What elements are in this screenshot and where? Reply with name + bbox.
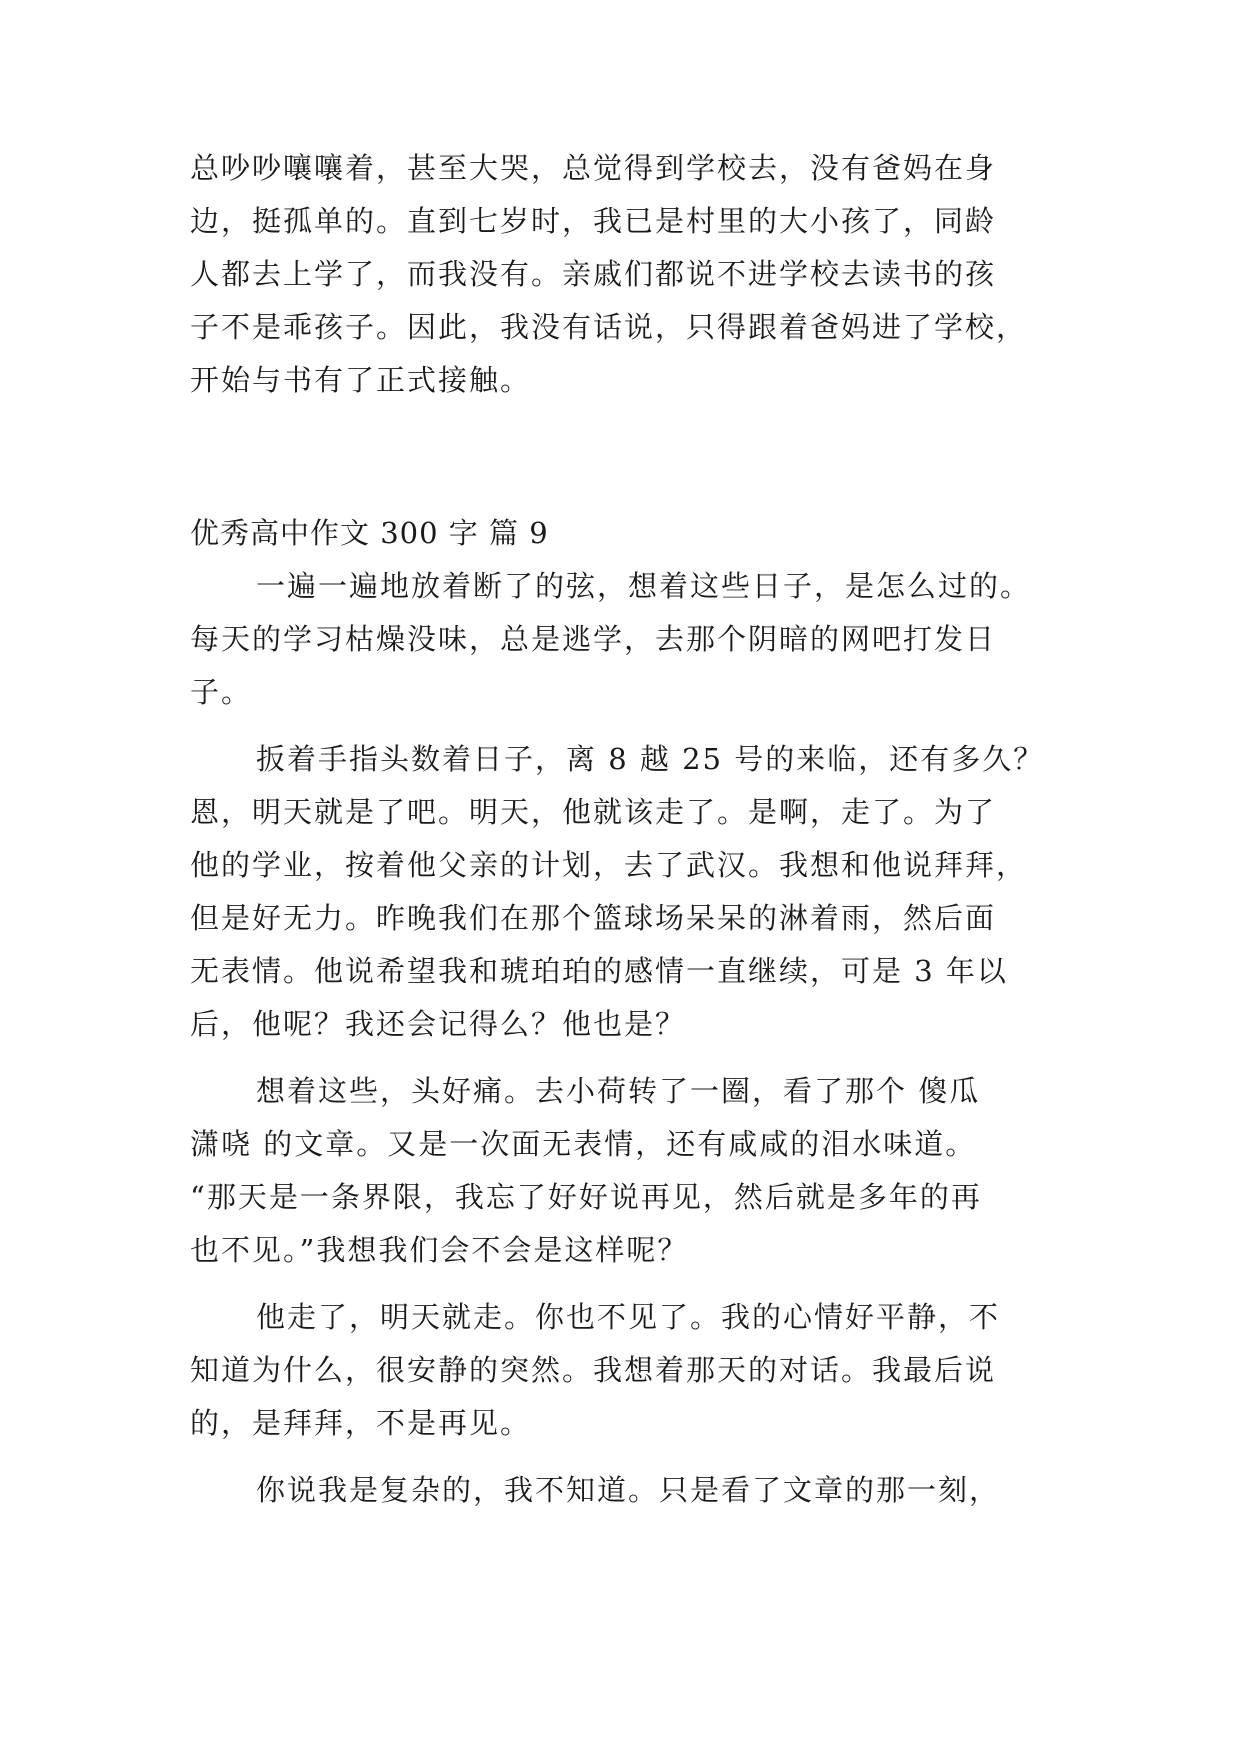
paragraph-line: 无表情。他说希望我和琥珀珀的感情一直继续，可是 3 年以 — [190, 954, 1008, 988]
paragraph-line: 扳着手指头数着日子，离 8 越 25 号的来临，还有多久？ — [256, 742, 1045, 776]
paragraph-line: 总吵吵嚷嚷着，甚至大哭，总觉得到学校去，没有爸妈在身 — [190, 151, 997, 185]
paragraph-line: 你说我是复杂的，我不知道。只是看了文章的那一刻， — [256, 1473, 1001, 1507]
paragraph-line: 边，挺孤单的。直到七岁时，我已是村里的大小孩了，同龄 — [190, 204, 997, 238]
paragraph-line: 子。 — [190, 675, 253, 709]
paragraph-line: 每天的学习枯燥没味，总是逃学，去那个阴暗的网吧打发日 — [190, 622, 997, 656]
paragraph-line: 他走了，明天就走。你也不见了。我的心情好平静，不 — [256, 1300, 1001, 1334]
paragraph-line: “那天是一条界限，我忘了好好说再见，然后就是多年的再 — [190, 1180, 982, 1214]
paragraph-line: 的，是拜拜，不是再见。 — [190, 1406, 532, 1440]
paragraph-line: 但是好无力。昨晚我们在那个篮球场呆呆的淋着雨，然后面 — [190, 901, 997, 935]
paragraph-line: 他的学业，按着他父亲的计划，去了武汉。我想和他说拜拜， — [190, 848, 1028, 882]
paragraph-line: 也不见。”我想我们会不会是这样呢？ — [190, 1233, 689, 1267]
paragraph-line: 后，他呢？我还会记得么？他也是？ — [190, 1007, 687, 1041]
paragraph-line: 人都去上学了，而我没有。亲戚们都说不进学校去读书的孩 — [190, 257, 997, 291]
paragraph-line: 开始与书有了正式接触。 — [190, 363, 532, 397]
paragraph-line: 恩，明天就是了吧。明天，他就该走了。是啊，走了。为了 — [190, 795, 997, 829]
section-heading: 优秀高中作文 300 字 篇 9 — [190, 516, 549, 550]
paragraph-line: 一遍一遍地放着断了的弦，想着这些日子，是怎么过的。 — [256, 569, 1032, 603]
paragraph-line: 知道为什么，很安静的突然。我想着那天的对话。我最后说 — [190, 1353, 997, 1387]
paragraph-line: 潇哓 的文章。又是一次面无表情，还有咸咸的泪水味道。 — [190, 1127, 977, 1161]
paragraph-line: 子不是乖孩子。因此，我没有话说，只得跟着爸妈进了学校， — [190, 310, 1028, 344]
paragraph-line: 想着这些，头好痛。去小荷转了一圈，看了那个 傻瓜 — [256, 1074, 981, 1108]
